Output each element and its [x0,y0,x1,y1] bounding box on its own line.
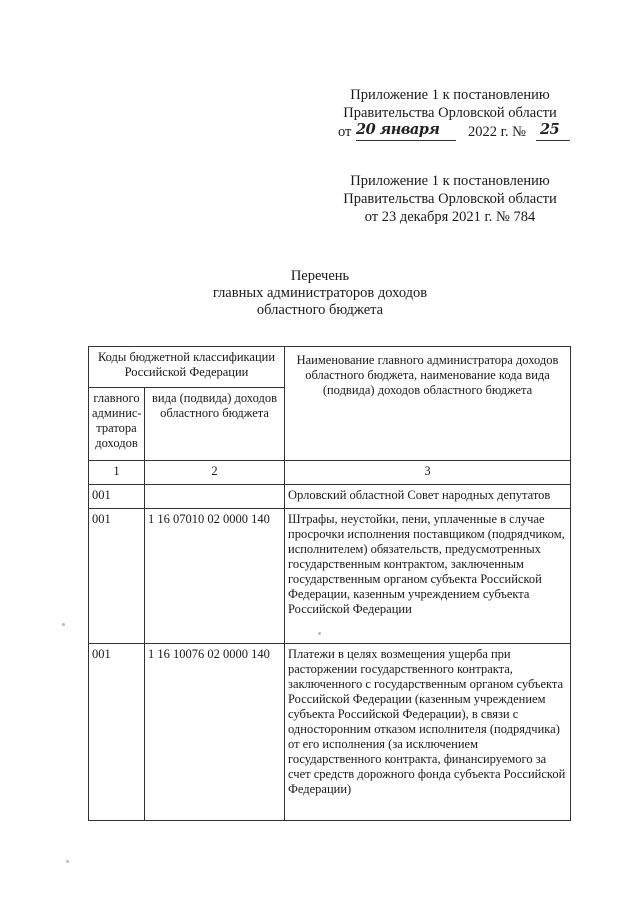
approval-prev-line-2: Правительства Орловской области [343,191,557,207]
header-group-cell: Коды бюджетной классификации Российской Федерации [89,347,285,388]
title-line-3: областного бюджета [256,302,384,318]
name-cell: Орловский областной Совет народных депутатов [285,485,571,509]
header-name-cell: Наименование главного администратора доходов областного бюджета, наименование кода вида (подвида) доходов областного бюджета [285,347,571,461]
administrators-table [88,346,571,821]
handwritten-date: 20 января [356,121,440,138]
table-row [89,644,571,821]
income-code-cell: 1 16 07010 02 0000 140 [145,509,285,644]
handwritten-number: 25 [540,121,560,138]
scan-speck [66,860,69,863]
approval-prev-line-3: от 23 декабря 2021 г. № 784 [364,209,536,225]
approval-prev-line-1: Приложение 1 к постановлению [350,173,550,189]
admin-code-cell: 001 [89,485,145,509]
approval-block-previous [330,172,570,226]
table-row [89,485,571,509]
admin-code-cell: 001 [89,644,145,821]
header-income-code-cell: вида (подвида) доходов областного бюджета [145,388,285,461]
income-code-cell: 1 16 10076 02 0000 140 [145,644,285,821]
scan-speck [318,632,321,635]
title-line-2: главных администраторов доходов [212,285,428,301]
header-admin-code-cell: главного админис-тратора доходов [89,388,145,461]
date-underline [356,140,456,141]
column-number-2: 2 [145,461,285,485]
column-number-1: 1 [89,461,145,485]
date-prefix: от [338,124,352,140]
approval-line-1: Приложение 1 к постановлению [350,87,550,103]
name-cell: Платежи в целях возмещения ущерба при расторжении государственного контракта, заключенного с государственным органом субъекта Российской Федерации (казенным учреждением субъекта Российской Федерации), в связи с односторонним отказом исполнителя (подрядчика) от его исполнения (за исключением государственного контракта, финансируемого за счет средств дорожного фонда субъекта Российской Федерации) [285,644,571,821]
name-cell: Штрафы, неустойки, пени, уплаченные в случае просрочки исполнения поставщиком (подрядчиком, исполнителем) обязательств, предусмотренных государственным контрактом, заключенным государственным органом субъекта Российской Федерации, казенным учреждением субъекта Российской Федерации [285,509,571,644]
table-row [89,509,571,644]
approval-block-current [330,86,570,142]
column-number-3: 3 [285,461,571,485]
scan-speck [62,623,65,626]
number-underline [536,140,570,141]
title-line-1: Перечень [290,268,350,284]
column-numbers-row [89,461,571,485]
date-year-text: 2022 г. № [468,124,527,140]
table-header-row [89,347,571,388]
admin-code-cell: 001 [89,509,145,644]
income-code-cell [145,485,285,509]
document-title [160,268,480,319]
approval-line-2: Правительства Орловской области [343,105,557,121]
approval-date-line [330,122,570,142]
